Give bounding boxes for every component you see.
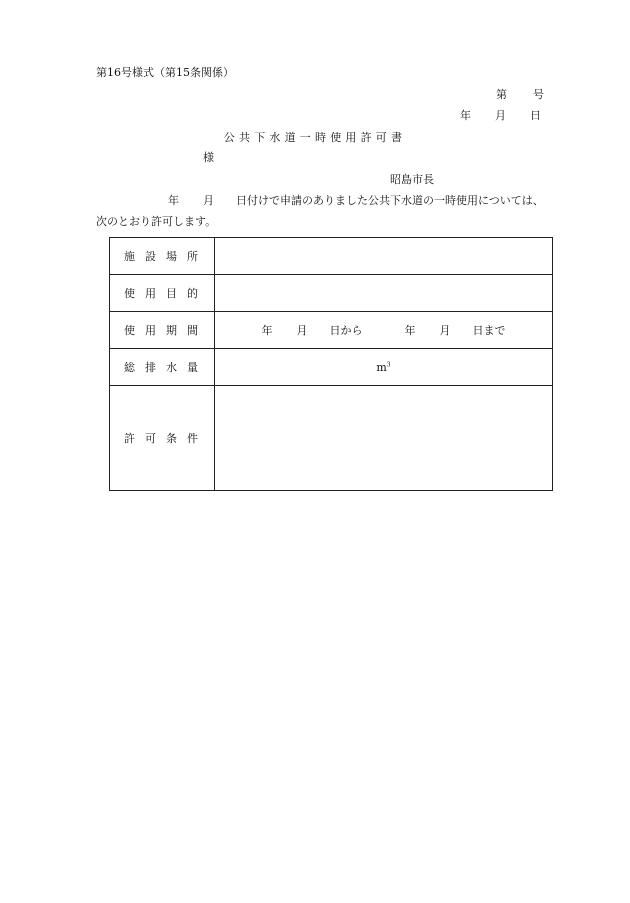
facility-location-value (215, 238, 553, 275)
table-row-purpose (110, 275, 553, 312)
total-volume-value (215, 349, 553, 386)
date-year: 年 (460, 109, 471, 122)
purpose-label: 使用目的 (110, 275, 215, 312)
body-line-2: 次のとおり許可します。 (96, 215, 217, 228)
body-text-1: 日付けで申請のありました公共下水道の一時使用については、 (236, 194, 544, 207)
period-label: 使用期間 (110, 312, 215, 349)
number-suffix: 号 (533, 88, 544, 101)
body-month: 月 (203, 194, 214, 207)
form-number-label: 第16号様式（第15条関係） (96, 66, 234, 79)
table-row-facility (110, 238, 553, 275)
purpose-value (215, 275, 553, 312)
date-month: 月 (495, 109, 506, 122)
volume-unit-exponent: 3 (386, 360, 391, 368)
date-day: 日 (530, 109, 541, 122)
body-line-1 (168, 195, 544, 206)
issuer-name: 昭島市長 (390, 173, 434, 186)
volume-unit: m (376, 360, 387, 374)
table-row-conditions (110, 386, 553, 491)
period-to-month: 月 (439, 324, 451, 337)
period-value (215, 312, 553, 349)
document-number (496, 89, 544, 100)
total-volume-label: 総排水量 (110, 349, 215, 386)
period-from-year: 年 (261, 324, 273, 337)
body-year: 年 (168, 194, 179, 207)
period-to-year: 年 (404, 324, 416, 337)
number-prefix: 第 (496, 88, 507, 101)
table-row-volume (110, 349, 553, 386)
period-from-day: 日から (329, 324, 363, 337)
document-title: 公共下水道一時使用許可書 (223, 131, 407, 144)
period-to-day: 日まで (472, 324, 506, 337)
permit-conditions-value (215, 386, 553, 491)
addressee-honorific: 様 (203, 151, 214, 164)
issue-date (460, 110, 541, 121)
permit-conditions-label: 許可条件 (110, 386, 215, 491)
period-from-month: 月 (296, 324, 308, 337)
table-row-period (110, 312, 553, 349)
permit-table (109, 237, 553, 491)
facility-location-label: 施設場所 (110, 238, 215, 275)
